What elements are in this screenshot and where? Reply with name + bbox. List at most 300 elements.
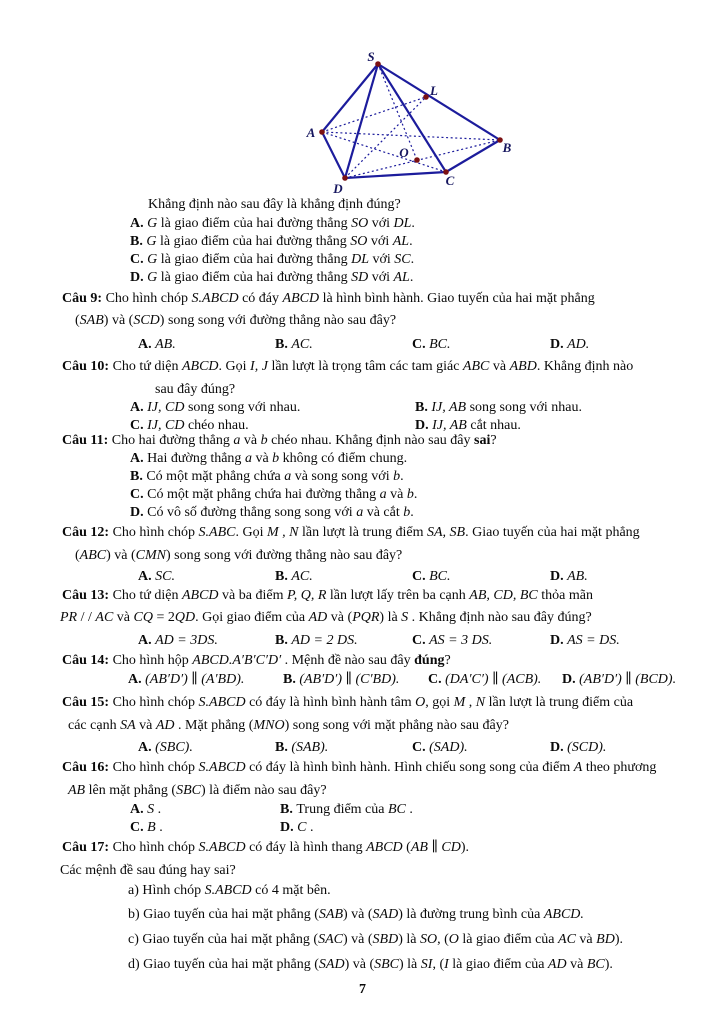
- text-segment: Cho hình chóp: [112, 840, 199, 855]
- text-segment: và cắt: [363, 505, 404, 520]
- text-segment: và: [251, 451, 273, 466]
- text-segment: có đáy là hình bình hành tâm: [245, 695, 416, 710]
- text-segment: B.: [130, 469, 147, 484]
- text-segment: D.: [280, 820, 298, 835]
- text-segment: BC: [586, 957, 605, 972]
- text-segment: AC: [95, 610, 114, 625]
- text-segment: ABD: [509, 359, 537, 374]
- text-segment: ).: [460, 840, 470, 855]
- text-segment: Câu 13:: [62, 588, 113, 603]
- text-segment: AB: [410, 840, 428, 855]
- text-segment: Có một mặt phẳng chứa hai đường thẳng: [147, 487, 380, 502]
- text-segment: và (: [327, 610, 353, 625]
- text-segment: AD = 3DS.: [155, 633, 218, 648]
- text-segment: lên mặt phẳng (: [85, 783, 177, 798]
- text-segment: B.: [275, 569, 292, 584]
- text-segment: DL: [351, 252, 369, 267]
- q8-option-b: [130, 233, 413, 251]
- text-segment: b: [406, 487, 414, 502]
- q11-option-c: [130, 486, 417, 504]
- q12-options: [0, 568, 725, 586]
- text-segment: S.ABCD: [191, 291, 239, 306]
- figure-edge-AC-dotted: [322, 132, 446, 172]
- text-segment: G: [147, 252, 158, 267]
- q14-line1: [62, 652, 451, 670]
- text-segment: A.: [138, 337, 156, 352]
- text-segment: A.: [128, 672, 146, 687]
- q13-options-item-0: [138, 632, 218, 650]
- text-segment: A.: [138, 633, 156, 648]
- text-segment: .: [400, 469, 404, 484]
- text-segment: có đáy: [238, 291, 283, 306]
- text-segment: lần lượt là trọng tâm các tam giác: [267, 359, 463, 374]
- text-segment: ) và (: [342, 932, 373, 947]
- text-segment: Các mệnh đề sau đúng hay sai?: [60, 863, 236, 878]
- text-segment: SAB: [79, 313, 104, 328]
- text-segment: với: [367, 234, 393, 249]
- text-segment: , (: [437, 932, 449, 947]
- text-segment: SBC: [374, 957, 399, 972]
- q14-options-item-1: [283, 671, 399, 689]
- q9-options-item-2: [412, 336, 451, 354]
- figure-label-B: B: [502, 140, 512, 155]
- text-segment: C.: [130, 252, 148, 267]
- text-segment: C.: [412, 337, 430, 352]
- q9-options-item-1: [275, 336, 313, 354]
- text-segment: ) là: [399, 957, 421, 972]
- text-segment: Có một mặt phẳng chứa: [146, 469, 285, 484]
- q8-stem: [148, 196, 401, 214]
- q13-line2: [60, 609, 592, 627]
- text-segment: a: [244, 451, 252, 466]
- text-segment: . Khẳng định nào: [536, 359, 634, 374]
- text-segment: AL: [392, 234, 410, 249]
- text-segment: SA: [120, 718, 136, 733]
- text-segment: Câu 12:: [62, 525, 113, 540]
- text-segment: B.: [275, 633, 292, 648]
- text-segment: ABCD: [181, 359, 219, 374]
- text-segment: ,: [465, 695, 476, 710]
- text-segment: Cho hình chóp: [112, 695, 199, 710]
- text-segment: A: [573, 760, 583, 775]
- text-segment: AD: [308, 610, 328, 625]
- text-segment: AD: [155, 718, 175, 733]
- text-segment: c) Giao tuyến của hai mặt phẳng (: [128, 932, 319, 947]
- q13-options-item-2: [412, 632, 492, 650]
- text-segment: ) song song với đường thẳng nào sau đây?: [166, 548, 403, 563]
- text-segment: AD.: [567, 337, 590, 352]
- text-segment: IJ, AB: [431, 400, 467, 415]
- q9-options: [0, 336, 725, 354]
- text-segment: N: [475, 695, 486, 710]
- text-segment: là hình bình hành. Giao tuyến của hai mặt phẳng: [319, 291, 595, 306]
- text-segment: D.: [550, 337, 568, 352]
- text-segment: SO: [419, 932, 438, 947]
- q12-options-item-2: [412, 568, 451, 586]
- text-segment: I, J: [250, 359, 268, 374]
- text-segment: C.: [130, 418, 148, 433]
- text-segment: ∥: [427, 840, 442, 855]
- q9-line1: [62, 290, 595, 308]
- text-segment: IJ, CD: [147, 418, 185, 433]
- q15-line2: [68, 717, 509, 735]
- q12-line1: [62, 524, 640, 542]
- text-segment: .: [155, 820, 163, 835]
- text-segment: là giao điểm của hai đường thẳng: [157, 252, 352, 267]
- figure-edge-DC-solid: [345, 172, 446, 178]
- figure-label-L: L: [430, 83, 438, 98]
- text-segment: PR: [60, 610, 78, 625]
- figure-point-S: [375, 61, 381, 67]
- text-segment: B.: [283, 672, 300, 687]
- figure-label-S: S: [367, 49, 375, 64]
- q11-line1: [62, 432, 497, 450]
- q16-line2: [68, 782, 327, 800]
- text-segment: là giao điểm của hai đường thẳng: [156, 234, 351, 249]
- text-segment: ) và (: [343, 907, 373, 922]
- q15-line1: [62, 694, 633, 712]
- figure-label-D: D: [333, 181, 343, 196]
- text-segment: DL: [393, 216, 412, 231]
- q14-options: [0, 671, 725, 689]
- text-segment: / /: [77, 610, 96, 625]
- text-segment: ) là: [398, 932, 420, 947]
- q11-option-a: [130, 450, 407, 468]
- text-segment: AB, CD, BC: [469, 588, 538, 603]
- text-segment: với: [368, 252, 395, 267]
- text-segment: Câu 9:: [62, 291, 106, 306]
- q15-options-item-3: [550, 739, 606, 757]
- page-number: [0, 981, 725, 999]
- text-segment: A.: [130, 802, 148, 817]
- text-segment: .: [413, 487, 418, 502]
- q17-statement-a: [128, 882, 331, 900]
- q12-options-item-1: [275, 568, 313, 586]
- text-segment: SI: [420, 957, 433, 972]
- figure-edge-AD-solid: [322, 132, 345, 178]
- text-segment: AB.: [567, 569, 588, 584]
- text-segment: D.: [550, 740, 568, 755]
- text-segment: .: [409, 234, 413, 249]
- text-segment: cắt nhau.: [466, 418, 521, 433]
- text-segment: là giao điểm của hai đường thẳng: [157, 270, 352, 285]
- text-segment: sau đây đúng?: [155, 382, 236, 397]
- figure-label-C: C: [445, 173, 455, 188]
- text-segment: SC.: [155, 569, 175, 584]
- text-segment: Cho hai đường thẳng: [111, 433, 234, 448]
- text-segment: Câu 16:: [62, 760, 113, 775]
- text-segment: A.: [138, 740, 156, 755]
- q9-line2: [75, 312, 396, 330]
- text-segment: M , N: [266, 525, 299, 540]
- text-segment: .: [154, 802, 162, 817]
- q13-options-item-1: [275, 632, 358, 650]
- text-segment: (DA′C′) ∥ (ACB).: [445, 672, 542, 687]
- q11-option-b: [130, 468, 404, 486]
- text-segment: ).: [604, 957, 613, 972]
- text-segment: SO: [351, 216, 369, 231]
- q10-line1: [62, 358, 633, 376]
- text-segment: Có vô số đường thẳng song song với: [147, 505, 357, 520]
- text-segment: Cho tứ diện: [112, 588, 182, 603]
- text-segment: C.: [130, 820, 148, 835]
- text-segment: Hai đường thẳng: [147, 451, 245, 466]
- text-segment: (AB′D′) ∥ (C′BD).: [299, 672, 400, 687]
- q8-option-a: [130, 215, 415, 233]
- text-segment: các cạnh: [68, 718, 121, 733]
- text-segment: AC.: [291, 569, 313, 584]
- text-segment: . Gọi: [235, 525, 267, 540]
- text-segment: và: [240, 433, 261, 448]
- figure-point-D: [342, 175, 348, 181]
- text-segment: Khẳng định nào sau đây là khẳng định đúng?: [148, 197, 401, 212]
- text-segment: b: [260, 433, 268, 448]
- text-segment: chéo nhau.: [184, 418, 249, 433]
- text-segment: D.: [550, 569, 568, 584]
- q13-options: [0, 632, 725, 650]
- text-segment: b) Giao tuyến của hai mặt phẳng (: [128, 907, 319, 922]
- text-segment: Câu 10:: [62, 359, 113, 374]
- text-segment: BC.: [429, 569, 451, 584]
- text-segment: C.: [412, 569, 430, 584]
- q14-options-item-2: [428, 671, 541, 689]
- figure-edge-SA-solid: [322, 64, 378, 132]
- text-segment: AS = DS.: [567, 633, 620, 648]
- text-segment: ) song song với đường thẳng nào sau đây?: [159, 313, 397, 328]
- text-segment: (SBC).: [155, 740, 193, 755]
- text-segment: QD: [174, 610, 196, 625]
- q12-line2: [75, 547, 402, 565]
- text-segment: b: [272, 451, 280, 466]
- text-segment: C: [297, 820, 307, 835]
- text-segment: AL: [393, 270, 410, 285]
- text-segment: B.: [280, 802, 297, 817]
- text-segment: B.: [275, 740, 292, 755]
- text-segment: .: [306, 820, 314, 835]
- text-segment: B.: [130, 234, 147, 249]
- text-segment: ABCD: [181, 588, 219, 603]
- text-segment: AC.: [291, 337, 313, 352]
- text-segment: BC: [388, 802, 406, 817]
- text-segment: (AB′D′) ∥ (BCD).: [579, 672, 677, 687]
- text-segment: ) và (: [103, 313, 134, 328]
- q16-options-row2-item-1: [280, 819, 313, 837]
- text-segment: Cho hình chóp: [105, 291, 192, 306]
- text-segment: AC: [558, 932, 576, 947]
- q10-line2: [155, 381, 235, 399]
- text-segment: SD: [351, 270, 369, 285]
- text-segment: S: [147, 802, 155, 817]
- text-segment: không có điểm chung.: [279, 451, 408, 466]
- q11-option-d: [130, 504, 414, 522]
- q8-option-d: [130, 269, 413, 287]
- text-segment: (SCD).: [567, 740, 607, 755]
- q17-statement-c: [128, 931, 623, 949]
- text-segment: C.: [412, 633, 430, 648]
- text-segment: a) Hình chóp: [128, 883, 205, 898]
- text-segment: . Mặt phẳng (: [174, 718, 254, 733]
- text-segment: I: [444, 957, 449, 972]
- q15-options-item-2: [412, 739, 468, 757]
- text-segment: ABCD.: [543, 907, 584, 922]
- text-segment: S: [401, 610, 409, 625]
- text-segment: D.: [130, 505, 148, 520]
- text-segment: đúng: [414, 653, 445, 668]
- text-segment: ) là điểm nào sau đây?: [200, 783, 327, 798]
- text-segment: BD: [596, 932, 615, 947]
- text-segment: A.: [130, 400, 148, 415]
- text-segment: IJ, CD: [147, 400, 185, 415]
- text-segment: .: [405, 802, 413, 817]
- text-segment: CD: [441, 840, 461, 855]
- text-segment: SBC: [176, 783, 201, 798]
- text-segment: ) là đường trung bình của: [398, 907, 544, 922]
- text-segment: SCD: [133, 313, 160, 328]
- text-segment: A.: [130, 451, 148, 466]
- q10-options-row1-item-0: [130, 399, 300, 417]
- text-segment: b: [403, 505, 411, 520]
- q9-options-item-3: [550, 336, 589, 354]
- text-segment: . Mệnh đề nào sau đây: [281, 653, 415, 668]
- text-segment: , gọi: [425, 695, 454, 710]
- text-segment: = 2: [152, 610, 175, 625]
- text-segment: ) song song với mặt phẳng nào sau đây?: [284, 718, 509, 733]
- text-segment: D.: [130, 270, 148, 285]
- text-segment: (SAD).: [429, 740, 468, 755]
- text-segment: là giao điểm của: [448, 957, 548, 972]
- text-segment: lần lượt là trung điểm của: [485, 695, 634, 710]
- text-segment: chéo nhau. Khẳng định nào sau đây: [267, 433, 475, 448]
- text-segment: và: [575, 932, 597, 947]
- text-segment: a: [379, 487, 387, 502]
- text-segment: (SAB).: [291, 740, 329, 755]
- text-segment: 7: [359, 982, 366, 997]
- text-segment: AB: [68, 783, 86, 798]
- text-segment: là giao điểm của: [458, 932, 559, 947]
- text-segment: .: [411, 216, 415, 231]
- text-segment: AS = 3 DS.: [429, 633, 493, 648]
- text-segment: S.ABCD: [204, 883, 252, 898]
- text-segment: O: [415, 695, 426, 710]
- text-segment: .: [409, 270, 414, 285]
- text-segment: Câu 15:: [62, 695, 113, 710]
- q16-options-row1-item-1: [280, 801, 413, 819]
- q14-options-item-0: [128, 671, 244, 689]
- text-segment: C.: [412, 740, 430, 755]
- text-segment: (: [402, 840, 411, 855]
- text-segment: và: [566, 957, 587, 972]
- q17-statement-d: [128, 956, 613, 974]
- pyramid-figure: [295, 42, 525, 200]
- q16-options-row1-item-0: [130, 801, 161, 819]
- text-segment: SAB: [318, 907, 343, 922]
- text-segment: S.ABCD: [198, 695, 246, 710]
- q16-line1: [62, 759, 656, 777]
- text-segment: có 4 mặt bên.: [251, 883, 331, 898]
- text-segment: và: [135, 718, 156, 733]
- text-segment: và ba điểm: [218, 588, 287, 603]
- text-segment: a: [284, 469, 292, 484]
- q12-options-item-3: [550, 568, 588, 586]
- text-segment: S.ABCD: [198, 760, 246, 775]
- text-segment: Cho hình hộp: [112, 653, 193, 668]
- q17-statement-b: [128, 906, 584, 924]
- text-segment: M: [453, 695, 466, 710]
- figure-point-O: [414, 157, 420, 163]
- q13-options-item-3: [550, 632, 620, 650]
- text-segment: B.: [275, 337, 292, 352]
- q16-options-row1: [0, 801, 725, 819]
- text-segment: A.: [138, 569, 156, 584]
- text-segment: theo phương: [582, 760, 657, 775]
- figure-label-A: A: [306, 125, 316, 140]
- text-segment: C.: [428, 672, 446, 687]
- text-segment: ABC: [79, 548, 107, 563]
- text-segment: AD = 2 DS.: [291, 633, 358, 648]
- text-segment: S.ABCD: [198, 840, 246, 855]
- text-segment: ) là: [379, 610, 402, 625]
- q9-options-item-0: [138, 336, 176, 354]
- text-segment: . Giao tuyến của hai mặt phẳng: [465, 525, 640, 540]
- q10-options-row1: [0, 399, 725, 417]
- q10-options-row1-item-1: [415, 399, 582, 417]
- text-segment: với: [368, 270, 394, 285]
- figure-point-L: [423, 94, 429, 100]
- text-segment: lần lượt là trung điểm: [298, 525, 427, 540]
- text-segment: MNO: [253, 718, 285, 733]
- text-segment: SC: [394, 252, 411, 267]
- text-segment: . Gọi giao điểm của: [195, 610, 309, 625]
- q17-line1: [62, 839, 469, 857]
- text-segment: ABCD: [282, 291, 320, 306]
- text-segment: d) Giao tuyến của hai mặt phẳng (: [128, 957, 319, 972]
- text-segment: S.ABC: [198, 525, 236, 540]
- text-segment: A.: [130, 216, 148, 231]
- text-segment: và: [113, 610, 134, 625]
- q13-line1: [62, 587, 593, 605]
- text-segment: C.: [130, 487, 148, 502]
- q8-option-c: [130, 251, 414, 269]
- q16-options-row2-item-0: [130, 819, 163, 837]
- text-segment: sai: [474, 433, 491, 448]
- text-segment: và song song với: [291, 469, 394, 484]
- text-segment: CMN: [135, 548, 167, 563]
- text-segment: Câu 14:: [62, 653, 113, 668]
- text-segment: PQR: [352, 610, 380, 625]
- text-segment: . Gọi: [218, 359, 251, 374]
- text-segment: G: [146, 234, 157, 249]
- text-segment: P, Q, R: [286, 588, 327, 603]
- text-segment: , (: [432, 957, 445, 972]
- text-segment: D.: [562, 672, 580, 687]
- text-segment: có đáy là hình thang: [245, 840, 367, 855]
- text-segment: SBD: [372, 932, 399, 947]
- q15-options-item-1: [275, 739, 328, 757]
- text-segment: O: [448, 932, 459, 947]
- text-segment: ?: [444, 653, 451, 668]
- text-segment: CQ: [133, 610, 153, 625]
- text-segment: ) và (: [344, 957, 375, 972]
- text-segment: và: [489, 359, 510, 374]
- figure-edge-CB-solid: [446, 140, 500, 172]
- text-segment: ?: [490, 433, 497, 448]
- text-segment: Câu 11:: [62, 433, 112, 448]
- text-segment: . Khẳng định nào sau đây đúng?: [408, 610, 592, 625]
- text-segment: b: [393, 469, 401, 484]
- text-segment: AB.: [155, 337, 176, 352]
- text-segment: D.: [550, 633, 568, 648]
- text-segment: Cho hình chóp: [112, 760, 199, 775]
